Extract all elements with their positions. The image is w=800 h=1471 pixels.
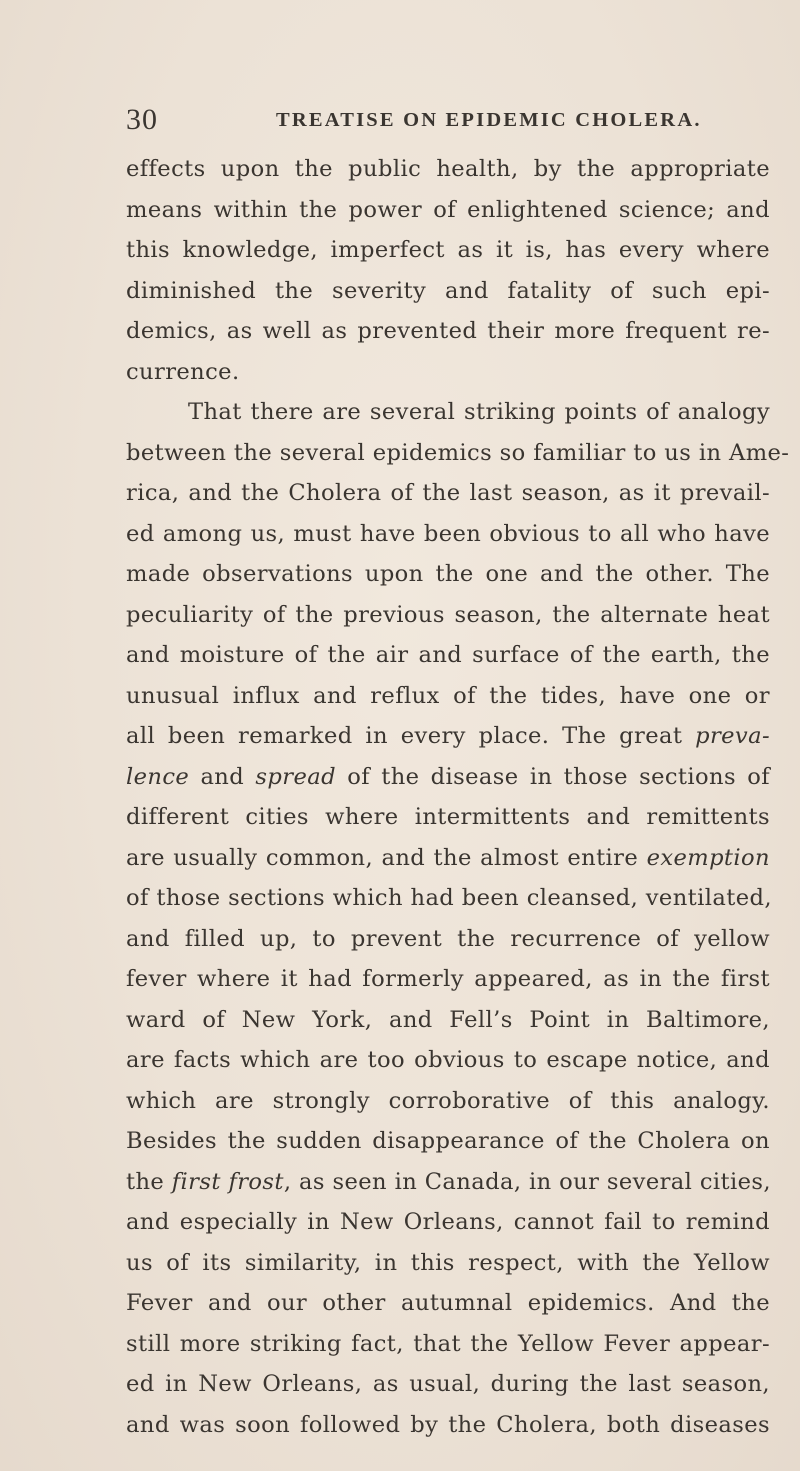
text-run: and was soon followed by the Cholera, both diseases <box>126 1411 770 1438</box>
text-run: , as seen in Canada, in our several cities, <box>283 1168 772 1195</box>
italic-text-run: preva- <box>695 723 770 749</box>
italic-text-run: exemption <box>646 844 770 871</box>
text-run: are facts which are too obvious to escape notice, and <box>126 1047 770 1073</box>
text-run: means within the power of enlightened science; and <box>126 196 770 223</box>
text-line <box>126 1162 770 1203</box>
text-line <box>126 514 770 555</box>
text-run: the <box>126 1168 172 1195</box>
text-line <box>126 959 770 1000</box>
text-line <box>126 230 770 271</box>
text-line <box>126 1324 770 1365</box>
text-run: ed in New Orleans, as usual, during the last season, <box>126 1371 770 1397</box>
text-run: unusual influx and reflux of the tides, have one or <box>126 682 770 709</box>
text-run: rica, and the Cholera of the last season, as it prevail- <box>126 480 770 506</box>
text-run: and <box>189 763 256 790</box>
text-line <box>126 271 770 312</box>
text-run: and filled up, to prevent the recurrence of yellow <box>126 925 770 952</box>
text-run: different cities where intermittents and remittents <box>126 804 770 830</box>
text-run: Besides the sudden disappearance of the Cholera on <box>126 1128 770 1154</box>
text-run: and especially in New Orleans, cannot fail to remind <box>126 1209 770 1235</box>
text-line <box>126 554 770 595</box>
italic-text-run: spread <box>255 763 336 790</box>
text-line <box>126 1081 770 1122</box>
text-run: of those sections which had been cleansed, ventilated, <box>126 885 772 911</box>
text-run: currence. <box>126 358 240 385</box>
text-line <box>126 1000 770 1041</box>
text-run: peculiarity of the previous season, the alternate heat <box>126 601 770 628</box>
text-run: ed among us, must have been obvious to all who have <box>126 520 770 547</box>
text-run: this knowledge, imperfect as it is, has every where <box>126 237 770 263</box>
text-run: between the several epidemics so familiar to us in Ame- <box>126 439 790 466</box>
text-run: That there are several striking points of analogy <box>188 399 770 425</box>
running-head: TREATISE ON EPIDEMIC CHOLERA. <box>276 109 702 131</box>
text-run: which are strongly corroborative of this analogy. <box>126 1087 770 1114</box>
text-line <box>126 797 770 838</box>
text-line <box>126 757 770 798</box>
text-line <box>126 1364 770 1405</box>
text-line <box>126 878 770 919</box>
body-text <box>126 149 790 1445</box>
text-line <box>126 149 770 190</box>
italic-text-run: lence <box>126 763 190 790</box>
text-line <box>126 1283 770 1324</box>
text-run: Fever and our other autumnal epidemics. And the <box>126 1290 770 1316</box>
text-run: diminished the severity and fatality of such epi- <box>126 277 770 304</box>
text-line <box>126 190 770 231</box>
text-run: made observations upon the one and the other. The <box>126 561 770 587</box>
text-line <box>126 352 770 393</box>
text-line <box>126 1202 770 1243</box>
text-run: all been remarked in every place. The great <box>126 723 696 749</box>
text-line <box>126 1243 770 1284</box>
page-number: 30 <box>126 103 158 136</box>
text-line <box>126 676 770 717</box>
text-line <box>126 716 770 757</box>
page-header <box>126 103 776 143</box>
text-run: effects upon the public health, by the appropriate <box>126 156 770 182</box>
text-run: demics, as well as prevented their more frequent re- <box>126 318 770 344</box>
text-line <box>126 1405 770 1446</box>
text-run: and moisture of the air and surface of the earth, the <box>126 642 770 668</box>
text-run: of the disease in those sections of <box>335 763 770 790</box>
text-run: fever where it had formerly appeared, as in the first <box>126 966 770 992</box>
text-run: still more striking fact, that the Yellow Fever appear- <box>126 1330 770 1357</box>
text-line <box>126 473 770 514</box>
text-line <box>126 433 790 474</box>
text-line <box>126 392 770 433</box>
text-line <box>126 838 770 879</box>
text-line <box>126 919 770 960</box>
text-line <box>126 635 770 676</box>
text-run: us of its similarity, in this respect, with the Yellow <box>126 1249 770 1276</box>
text-run: are usually common, and the almost entire <box>126 844 647 871</box>
text-line <box>126 1121 770 1162</box>
text-line <box>126 595 770 636</box>
text-run: ward of New York, and Fell’s Point in Baltimore, <box>126 1006 770 1033</box>
text-line <box>126 1040 770 1081</box>
text-line <box>126 311 770 352</box>
italic-text-run: first frost <box>171 1168 284 1195</box>
